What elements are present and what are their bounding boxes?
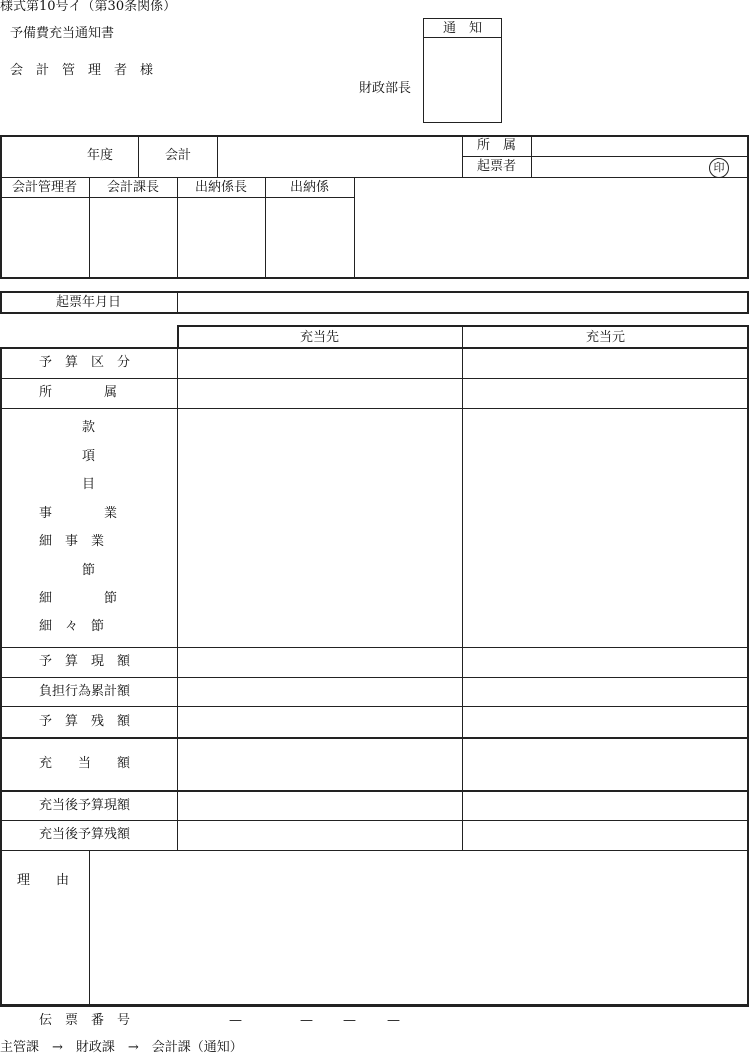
slip-dash-2: —	[300, 1013, 313, 1028]
draft-date-label: 起票年月日	[55, 295, 121, 310]
routing: 主管課 → 財政課 → 会計課（通知）	[0, 1040, 243, 1055]
sender: 財政部長	[359, 81, 412, 96]
row-jigyou: 事 業	[39, 506, 118, 521]
row-kan: 款	[82, 420, 96, 435]
drafter-label: 起票者	[476, 159, 516, 174]
row-reason: 理 由	[17, 873, 70, 888]
row-budget-current: 予 算 現 額	[39, 654, 131, 669]
column-to: 充当先	[299, 330, 339, 345]
row-moku: 目	[82, 477, 96, 492]
notice-label: 通 知	[442, 21, 482, 36]
row-saijigyou: 細 事 業	[39, 534, 105, 549]
row-affiliation: 所 属	[39, 385, 118, 400]
account-label: 会計	[165, 148, 192, 163]
column-from: 充当元	[585, 330, 625, 345]
row-saisetsu: 細 節	[39, 591, 118, 606]
row-budget-balance: 予 算 残 額	[39, 714, 131, 729]
slip-dash-1: —	[229, 1013, 242, 1028]
row-after-balance: 充当後予算残額	[39, 827, 131, 842]
row-setsu: 節	[82, 563, 96, 578]
form-id: 様式第10号イ（第30条関係）	[0, 0, 177, 14]
row-burden-total: 負担行為累計額	[39, 684, 131, 699]
form-title: 予備費充当通知書	[10, 26, 115, 41]
row-budget-category: 予 算 区 分	[39, 355, 131, 370]
approval-4: 出納係	[289, 180, 329, 195]
row-saisaisetsu: 細 々 節	[39, 619, 105, 634]
slip-dash-3: —	[343, 1013, 356, 1028]
affiliation-label: 所 属	[476, 138, 516, 153]
row-slip-number: 伝 票 番 号	[39, 1013, 131, 1028]
row-after-current: 充当後予算現額	[39, 798, 131, 813]
row-kou: 項	[82, 449, 96, 464]
approval-1: 会計管理者	[11, 180, 77, 195]
addressee: 会 計 管 理 者 様	[10, 63, 154, 78]
approval-2: 会計課長	[106, 180, 159, 195]
row-allocation: 充 当 額	[39, 756, 131, 771]
year-label: 年度	[87, 148, 114, 163]
slip-dash-4: —	[387, 1013, 400, 1028]
seal-mark: 印	[709, 158, 729, 178]
approval-3: 出納係長	[194, 180, 247, 195]
